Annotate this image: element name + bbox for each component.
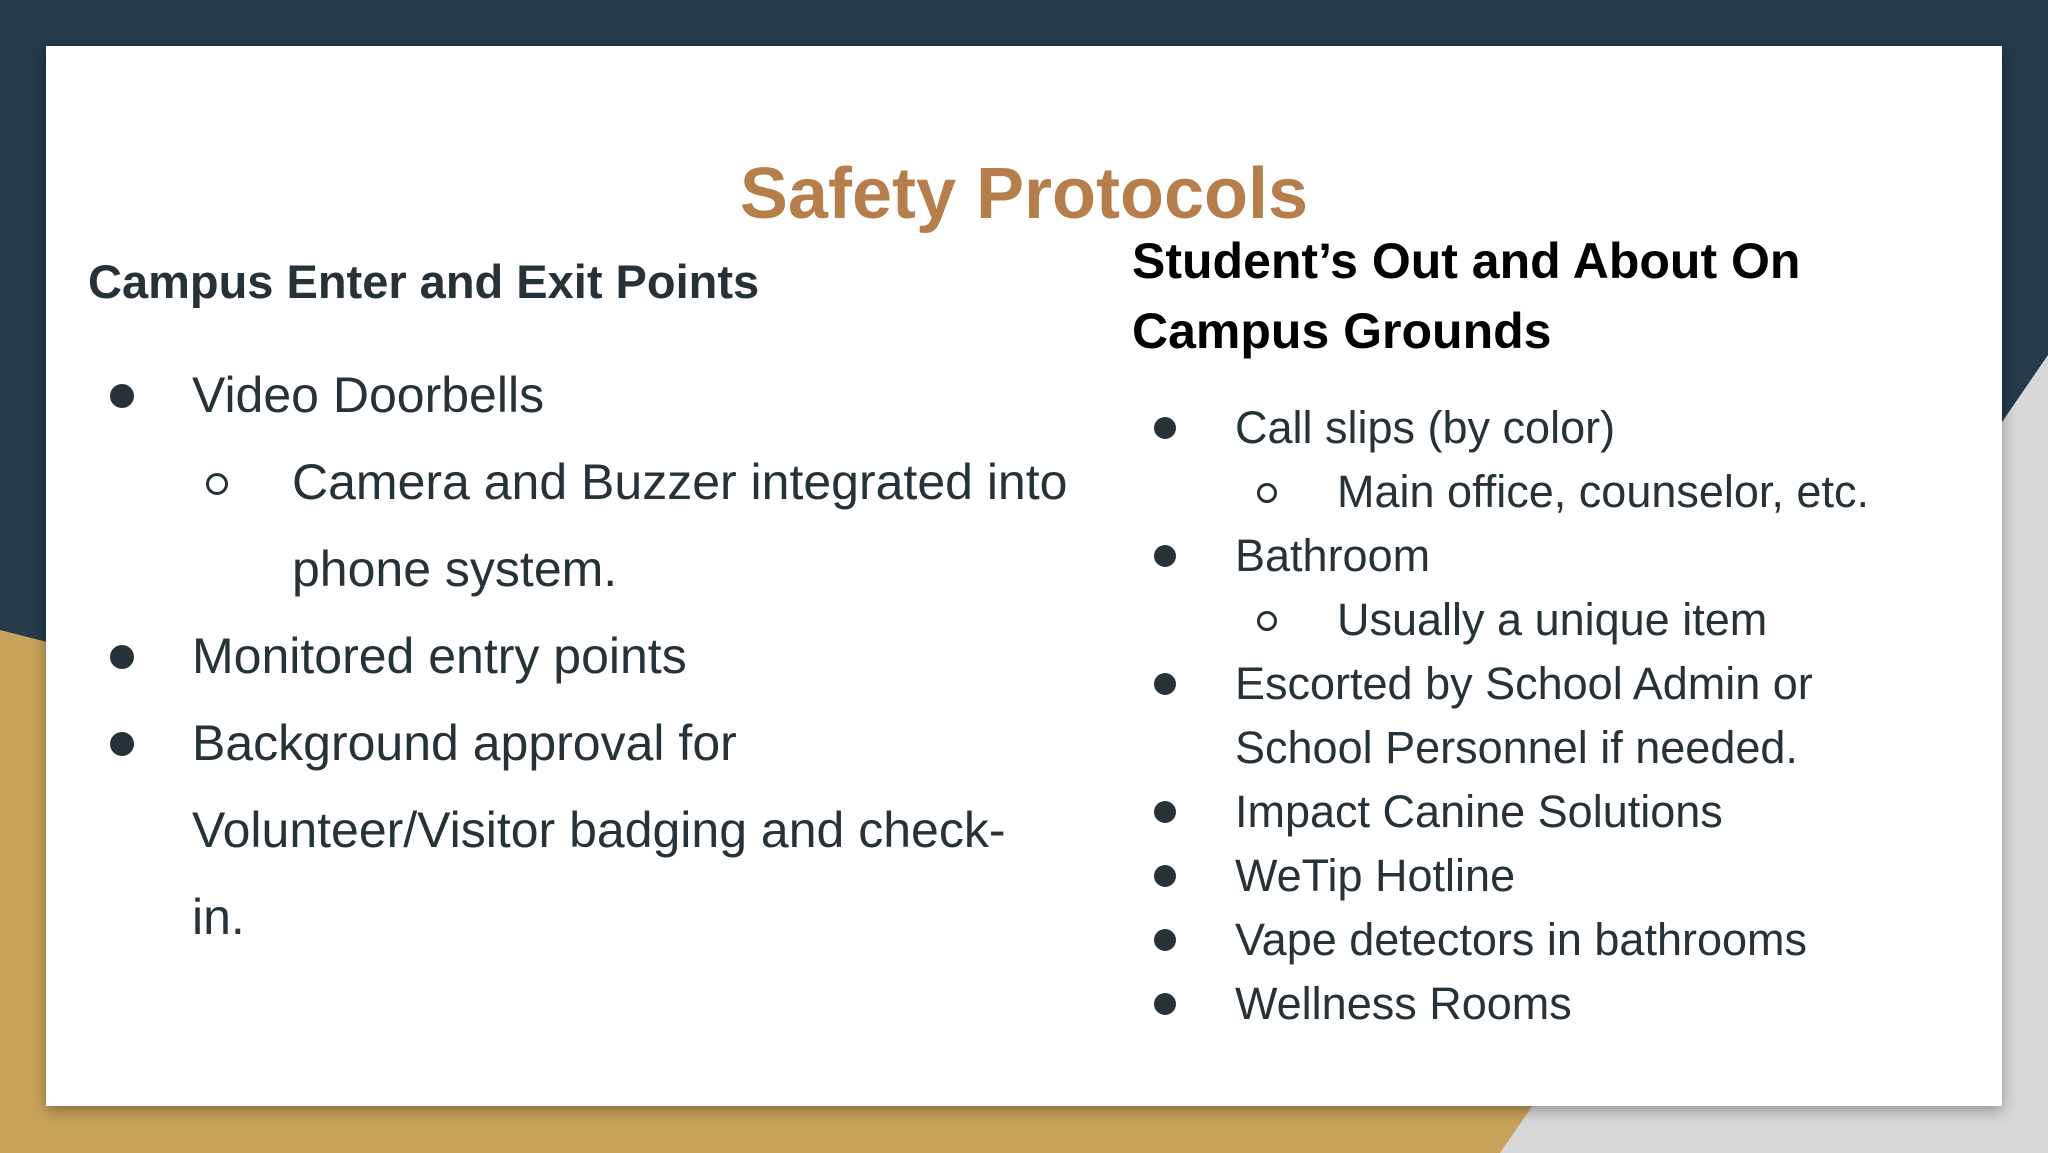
right-heading: Student’s Out and About On Campus Grounds: [1132, 233, 1801, 359]
list-item-label: Vape detectors in bathrooms: [1235, 914, 1807, 965]
bullet-icon: [1154, 993, 1176, 1015]
sub-bullet-icon: [1257, 483, 1277, 503]
bullet-icon: [1154, 673, 1176, 695]
list-item-label: Escorted by School Admin or School Personnel if needed.: [1235, 658, 1813, 773]
slide-card: [46, 46, 2002, 1106]
list-item: [88, 352, 1098, 613]
bullet-icon: [1154, 865, 1176, 887]
list-item-label: Video Doorbells: [192, 367, 545, 423]
list-item: [1132, 844, 1992, 908]
list-item-label: Wellness Rooms: [1235, 978, 1572, 1029]
list-item-label: WeTip Hotline: [1235, 850, 1516, 901]
bullet-icon: [110, 732, 134, 756]
right-list: [1132, 396, 1992, 1036]
list-item: [1132, 972, 1992, 1036]
list-item: [1132, 524, 1992, 652]
bullet-icon: [110, 384, 134, 408]
sub-bullet-icon: [1257, 611, 1277, 631]
left-heading: Campus Enter and Exit Points: [88, 255, 760, 308]
bullet-icon: [1154, 801, 1176, 823]
list-item-label: Bathroom: [1235, 530, 1431, 581]
list-item-label: Call slips (by color): [1235, 402, 1616, 453]
list-item: [1132, 908, 1992, 972]
sub-list-item-label: Main office, counselor, etc.: [1337, 466, 1869, 517]
right-column: [1132, 226, 1992, 1036]
bullet-icon: [1154, 545, 1176, 567]
sub-list-item-label: Camera and Buzzer integrated into phone system.: [292, 454, 1068, 597]
sub-list-item-label: Usually a unique item: [1337, 594, 1768, 645]
list-item-label: Monitored entry points: [192, 628, 687, 684]
list-item: [1132, 652, 1992, 780]
list-item-label: Background approval for Volunteer/Visitor badging and check-in.: [192, 715, 1006, 945]
list-item: [88, 700, 1098, 961]
list-item: [1132, 780, 1992, 844]
bullet-icon: [110, 645, 134, 669]
left-list: [88, 352, 1098, 961]
list-item-label: Impact Canine Solutions: [1235, 786, 1723, 837]
sub-list-item: [1235, 460, 1992, 524]
list-item: [88, 613, 1098, 700]
bullet-icon: [1154, 417, 1176, 439]
slide-title: Safety Protocols: [739, 154, 1309, 234]
sub-list-item: [1235, 588, 1992, 652]
sub-bullet-icon: [206, 473, 228, 495]
list-item: [1132, 396, 1992, 524]
bullet-icon: [1154, 929, 1176, 951]
sub-list-item: [192, 439, 1098, 613]
left-column: [88, 254, 1098, 961]
